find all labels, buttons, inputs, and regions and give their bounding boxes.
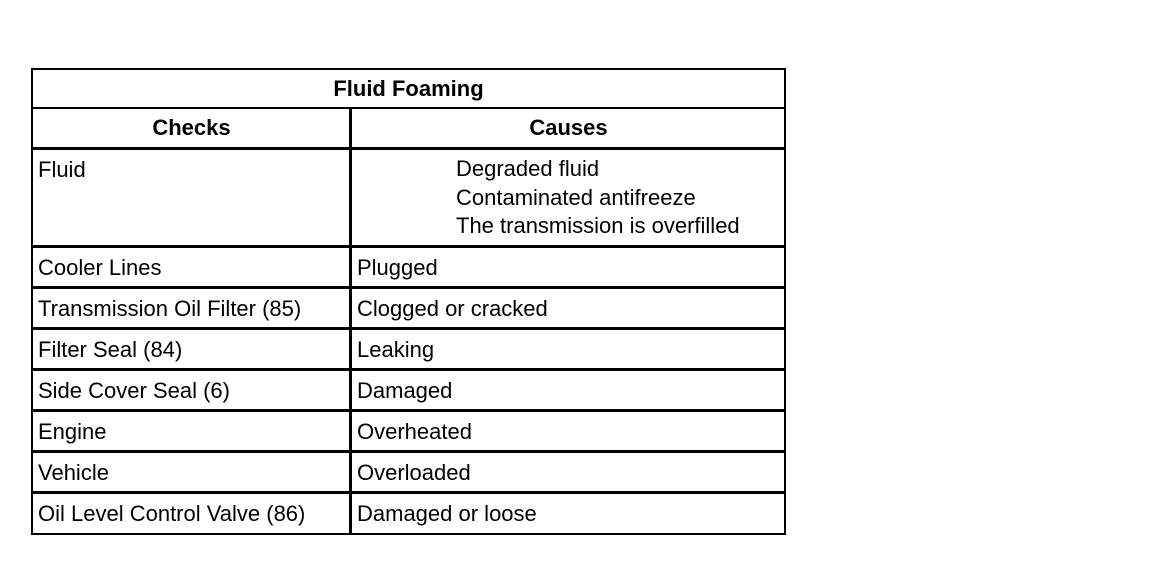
check-cell: Oil Level Control Valve (86): [33, 494, 349, 533]
check-cell: Vehicle: [33, 453, 349, 491]
check-cell: Fluid: [33, 150, 349, 245]
table-title: Fluid Foaming: [33, 70, 784, 109]
cause-cell: Damaged: [352, 371, 784, 409]
cause-cell: Damaged or loose: [352, 494, 784, 533]
cause-line: Contaminated antifreeze: [456, 184, 696, 210]
cause-cell: Clogged or cracked: [352, 289, 784, 327]
column-header-checks: Checks: [33, 109, 349, 147]
cause-cell: Plugged: [352, 248, 784, 286]
cause-line: Degraded fluid: [456, 156, 600, 181]
check-cell: Cooler Lines: [33, 248, 349, 286]
check-cell: Side Cover Seal (6): [33, 371, 349, 409]
cause-cell: [352, 150, 784, 245]
check-cell: Engine: [33, 412, 349, 450]
column-header-causes: Causes: [352, 109, 784, 147]
cause-cell: Overloaded: [352, 453, 784, 491]
cause-line: The transmission is overfilled: [456, 213, 740, 238]
check-cell: Transmission Oil Filter (85): [33, 289, 349, 327]
table-grid: [33, 109, 784, 533]
cause-cell: Overheated: [352, 412, 784, 450]
cause-cell: Leaking: [352, 330, 784, 368]
check-cell: Filter Seal (84): [33, 330, 349, 368]
fluid-foaming-table: [31, 68, 786, 535]
